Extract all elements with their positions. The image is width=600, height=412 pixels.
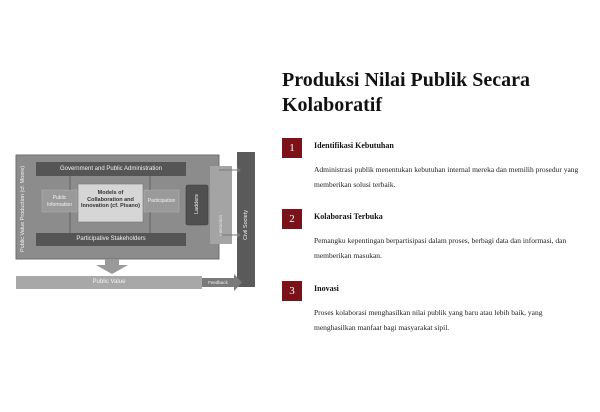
outer-label: Public Value Production (cf. Moore) [20,165,26,252]
item-title: Identifikasi Kebutuhan [314,141,394,150]
item-title: Kolaborasi Terbuka [314,212,383,221]
left-box-label [42,195,77,209]
list-item [282,281,582,341]
item-description: Administrasi publik menentukan kebutuhan internal mereka dan memilih prosedur yang memberikan solusi terbaik. [314,165,579,189]
step-number-badge: 2 [282,209,302,229]
down-arrow-stem [105,259,119,265]
step-number-badge: 1 [282,138,302,158]
center-box-label [80,190,141,210]
bottom-bar-label: Participative Stakeholders [76,236,146,242]
item-description: Proses kolaborasi menghasilkan nilai publik yang baru atau lebih baik, yang menghasilkan manfaat bagi masyarakat sipil. [314,308,543,332]
right-box-label: Participation [147,198,176,204]
civil-society-label: Civil Society [243,210,249,240]
collaboration-diagram [0,0,270,412]
page-title: Produksi Nilai Publik Secara Kolaboratif [282,69,531,116]
step-number-badge: 3 [282,281,302,301]
list-item [282,209,582,269]
item-title: Inovasi [314,284,339,293]
top-bar-label: Government and Public Administration [59,166,163,172]
left-box-text: Public Information [46,195,72,208]
interaction-label: Interaction [218,214,223,236]
list-item [282,138,582,198]
down-arrow-head [96,265,128,274]
public-value-label: Public Value [92,279,126,285]
feedback-label: Feedback [208,280,228,285]
item-description: Pemangku kepentingan berpartisipasi dalam proses, berbagi data dan informasi, dan memberikan masukan. [314,236,567,260]
center-box-text: Models of Collaboration and Innovation (cf. Pisano) [81,190,140,209]
ladders-label: Ladders [194,194,200,214]
